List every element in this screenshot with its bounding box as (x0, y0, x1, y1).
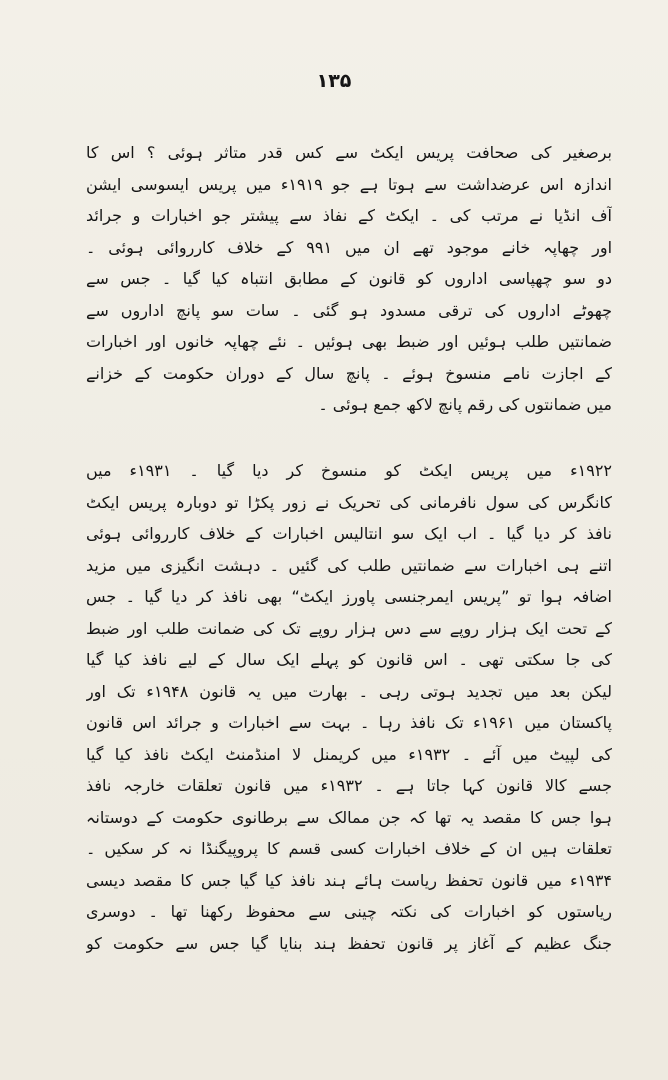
paragraph-1 (86, 137, 612, 421)
text-line: کے اجازت نامے منسوخ ہوئے ۔ پانچ سال کے دوران حکومت کے خزانے (86, 363, 612, 383)
text-line: ریاستوں کو اخبارات کی نکتہ چینی سے محفوظ رکھنا تھا ۔ دوسری (86, 902, 612, 921)
text-line: تعلقات ہیں ان کے خلاف اخبارات کسی قسم کا پروپیگنڈا نہ کر سکیں ۔ (86, 839, 612, 858)
text-line: دو سو چھپاسی اداروں کو قانون کے مطابق انتباہ کیا گیا ۔ جس سے (86, 269, 612, 288)
text-line: اتنے ہی اخبارات سے ضمانتیں طلب کی گئیں ۔ دہشت انگیزی میں مزید (86, 555, 612, 575)
text-line: کی جا سکتی تھی ۔ اس قانون کو پہلے ایک سال کے لیے نافذ کیا گیا (86, 650, 612, 669)
text-line: ۱۹۲۲ء میں پریس ایکٹ کو منسوخ کر دیا گیا ۔ ۱۹۳۱ء میں (86, 461, 612, 480)
text-line: آف انڈیا نے مرتب کی ۔ ایکٹ کے نفاذ سے پیشتر جو اخبارات و جرائد (86, 206, 612, 225)
text-line: کے تحت ایک ہزار روپے سے دس ہزار روپے تک کی ضمانت طلب اور ضبط (86, 618, 612, 638)
text-line: جسے کالا قانون کہا جاتا ہے ۔ ۱۹۳۲ء میں قانون تعلقات خارجہ نافذ (86, 776, 612, 795)
text-line: میں ضمانتوں کی رقم پانچ لاکھ جمع ہوئی ۔ (318, 395, 612, 414)
text-line: جنگ عظیم کے آغاز پر قانون تحفظ ہند بنایا گیا جس سے حکومت کو (86, 933, 612, 953)
page-number: ۱۳۵ (316, 70, 352, 92)
text-line: اور چھاپہ خانے موجود تھے ان میں ۹۹۱ کے خلاف کارروائی ہوئی ۔ (86, 237, 612, 257)
text-line: کی لپیٹ میں آئے ۔ ۱۹۳۲ء میں کریمنل لا امنڈمنٹ ایکٹ نافذ کیا گیا (86, 744, 612, 764)
text-line: ضمانتیں طلب ہوئیں اور ضبط بھی ہوئیں ۔ نئے چھاپہ خانوں اور اخبارات (86, 332, 612, 351)
text-line: کانگرس کی سول نافرمانی کی تحریک نے زور پکڑا تو دوبارہ پریس ایکٹ (86, 492, 612, 512)
text-line: لیکن بعد میں تجدید ہوتی رہی ۔ بھارت میں یہ قانون ۱۹۴۸ء تک اور (86, 681, 612, 701)
text-line: برصغیر کی صحافت پریس ایکٹ سے کس قدر متاثر ہوئی ؟ اس کا (86, 143, 612, 162)
text-line: ہوا جس کا مقصد یہ تھا کہ جن ممالک سے برطانوی حکومت کے دوستانہ (86, 807, 612, 827)
paragraph-2 (86, 455, 612, 959)
text-line: نافذ کر دیا گیا ۔ اب ایک سو انتالیس اخبارات کے خلاف کارروائی ہوئی (86, 524, 612, 543)
text-line: پاکستان میں ۱۹۶۱ء تک نافذ رہا ۔ بہت سے اخبارات و جرائد اس قانون (86, 713, 612, 732)
text-line: اندازہ اس عرضداشت سے ہوتا ہے جو ۱۹۱۹ء میں پریس ایسوسی ایشن (86, 174, 612, 194)
text-line: ۱۹۳۴ء میں قانون تحفظ ریاست ہائے ہند نافذ کیا گیا جس کا مقصد دیسی (86, 870, 612, 890)
text-line: چھوٹے اداروں کی ترقی مسدود ہو گئی ۔ سات سو پانچ اداروں سے (86, 300, 612, 320)
text-line: اضافہ ہوا تو ”پریس ایمرجنسی پاورز ایکٹ“ بھی نافذ کر دیا گیا ۔ جس (86, 587, 612, 606)
